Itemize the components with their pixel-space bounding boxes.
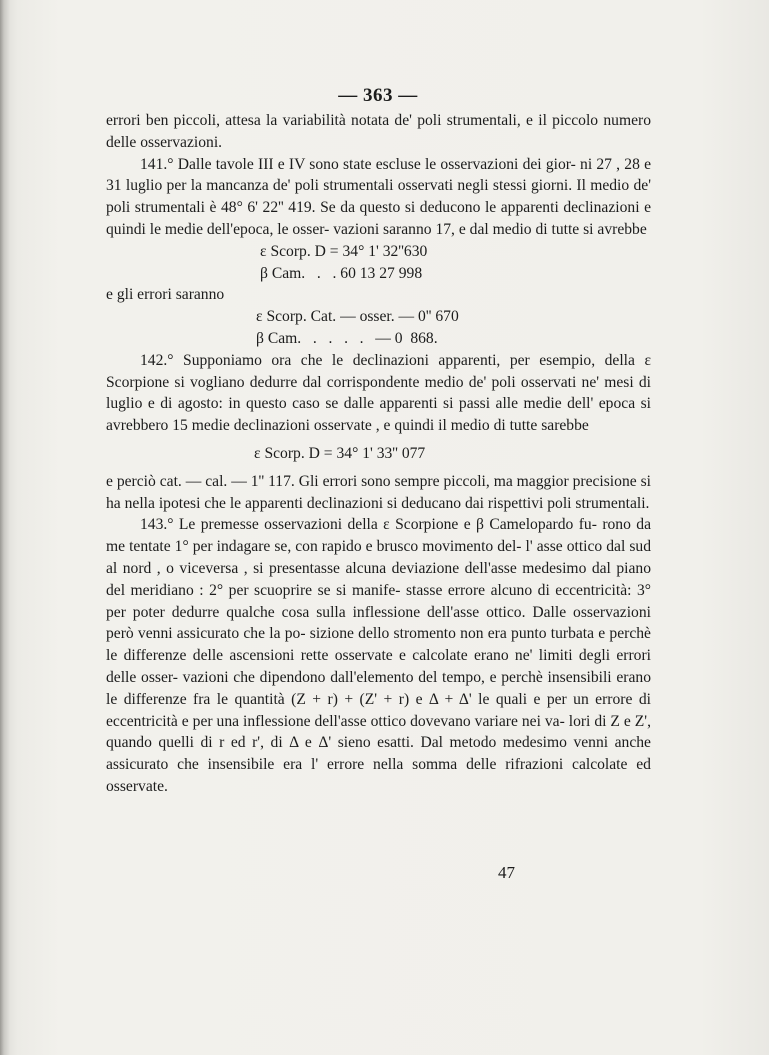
formula-scorp-declination: ε Scorp. D = 34° 1' 32''630 (260, 242, 428, 260)
text-line: stasse errore alcuno di eccentricità: 3° per poter dedurre qualche cosa sulla (106, 581, 652, 621)
text-line: ε Scorpione si vogliano dedurre dal corrispondente medio de' poli osservati (106, 351, 651, 391)
text-line: lori di Z e Z', quando quelli di r ed r', di Δ e Δ' sieno esatti. Dal metodo (106, 712, 651, 752)
formula-scorp-mean: ε Scorp. D = 34° 1' 33'' 077 (254, 444, 426, 462)
text-line: e perciò cat. — cal. — 1'' 117. Gli errori sono sempre piccoli, ma maggior (106, 472, 569, 490)
text-line: di eccentricità e per una inflessione dell'asse ottico dovevano variare nei va- (106, 690, 651, 730)
book-spine-shadow (0, 0, 10, 1055)
formula-cam-error: β Cam. . . . . — 0 868. (256, 329, 438, 347)
text-line: inflessione dell'asse ottico. Dalle osservazioni però venni assicurato che la po- (106, 603, 651, 643)
text-line: 142.° Supponiamo ora che le declinazioni apparenti, per esempio, della (140, 351, 635, 369)
text-line: medio di tutte sarebbe (450, 417, 589, 435)
page-number-header: — 363 — (338, 85, 418, 106)
text-line: sizione dello stromento non era punto turbata e perchè le differenze delle (106, 625, 651, 665)
text-line: stessi giorni. Il medio de' poli strumentali è 48° 6' 22'' 419. Se da questo (106, 177, 651, 217)
paragraph-142-continuation (106, 471, 651, 515)
text-line: numero delle osservazioni. (106, 112, 651, 151)
text-line: l' asse ottico dal sud al nord , o viceversa , si presentasse alcuna deviazione (106, 538, 651, 577)
text-line: ne' mesi di luglio e di agosto: in questo caso se dalle apparenti si passi alle (106, 373, 651, 413)
text-line: rispettivi poli strumentali. (487, 494, 650, 512)
connector-text: e gli errori saranno (106, 286, 225, 304)
text-line: ni 27 , 28 e 31 luglio per la mancanza de' poli strumentali osservati negli (106, 155, 651, 195)
text-line: differenze fra le quantità (Z + r) + (Z' + r) e Δ + Δ' le quali e per un errore (123, 690, 633, 708)
text-line: delle rifrazioni calcolate ed osservate. (106, 756, 651, 795)
text-line: vazioni che dipendono dall'elemento del tempo, e perchè insensibili erano le (106, 668, 651, 708)
formula-cam-declination: β Cam. . . 60 13 27 998 (260, 264, 423, 282)
text-line: rono da me tentate 1° per indagare se, con rapido e brusco movimento del- (106, 516, 651, 556)
signature-number: 47 (498, 863, 515, 882)
text-line: dell'asse medesimo dal piano del meridiano : 2° per scuoprire se si manife- (106, 559, 651, 599)
text-line: ascensioni rette osservate e calcolate erano ne' limiti degli errori delle osser- (106, 647, 652, 686)
text-line: si deducono le apparenti declinazioni e quindi le medie dell'epoca, le osser- (106, 199, 651, 238)
paragraph-142 (106, 350, 651, 437)
paragraph-143 (106, 514, 651, 797)
formula-scorp-error: ε Scorp. Cat. — osser. — 0'' 670 (256, 308, 459, 326)
text-line: precisione si ha nella ipotesi che le apparenti declinazioni si deducano dai (106, 472, 651, 512)
text-line: medesimo venni anche assicurato che insensibile era l' errore nella somma (106, 734, 651, 774)
text-line: 143.° Le premesse osservazioni della ε Scorpione e β Camelopardo fu- (140, 516, 597, 534)
paragraph-141 (106, 154, 651, 241)
body-text (106, 110, 651, 798)
paragraph-continuation (106, 110, 651, 154)
text-line: vazioni saranno 17, e dal medio di tutte si avrebbe (333, 220, 647, 238)
text-line: 141.° Dalle tavole III e IV sono state escluse le osservazioni dei gior- (140, 155, 576, 173)
text-line: medie dell' epoca si avrebbero 15 medie declinazioni osservate , e quindi il (106, 395, 651, 435)
text-line: errori ben piccoli, attesa la variabilità notata de' poli strumentali, e il piccolo (106, 112, 599, 129)
